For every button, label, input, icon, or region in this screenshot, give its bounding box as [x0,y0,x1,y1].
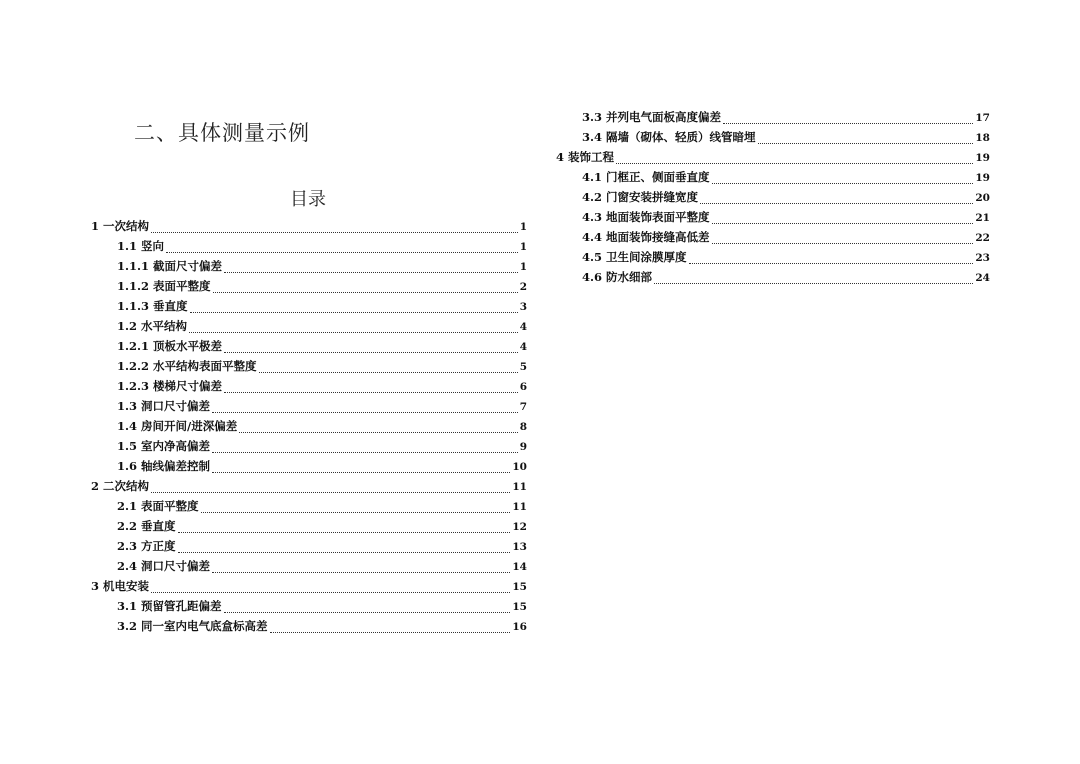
toc-leader-dots [224,391,518,393]
toc-entry[interactable] [91,258,527,278]
toc-entry-label: 3.1 预留管孔距偏差 [117,599,222,613]
toc-leader-dots [239,431,517,433]
toc-entry[interactable] [556,129,990,149]
toc-entry-page: 20 [975,192,990,204]
toc-entry-page: 7 [519,401,527,413]
toc-entry[interactable] [91,398,527,418]
toc-leader-dots [712,222,974,224]
toc-leader-dots [723,122,973,124]
toc-leader-dots [212,451,518,453]
toc-entry[interactable] [91,358,527,378]
toc-entry[interactable] [91,498,527,518]
toc-entry[interactable] [556,269,990,289]
toc-entry-label: 1.5 室内净高偏差 [117,439,211,453]
toc-leader-dots [654,282,973,284]
toc-leader-dots [224,611,511,613]
toc-entry-label: 1.1.1 截面尺寸偏差 [117,259,223,273]
toc-entry-label: 2 二次结构 [91,479,150,493]
toc-leader-dots [190,311,518,313]
toc-entry-label: 2.1 表面平整度 [117,499,199,513]
toc-entry-page: 22 [975,232,990,244]
toc-entry[interactable] [556,209,990,229]
toc-entry-page: 9 [519,441,527,453]
toc-entry[interactable] [91,538,527,558]
toc-entry-label: 1.1.3 垂直度 [117,299,188,313]
toc-entry-label: 1.2.1 顶板水平极差 [117,339,223,353]
toc-entry-page: 13 [512,541,527,553]
toc-leader-dots [259,371,518,373]
toc-leader-dots [178,551,511,553]
toc-leader-dots [712,182,974,184]
toc-entry-label: 1.2.3 楼梯尺寸偏差 [117,379,223,393]
toc-entry-label: 1.6 轴线偏差控制 [117,459,211,473]
toc-entry-label: 4.2 门窗安装拼缝宽度 [582,190,699,204]
toc-entry-page: 4 [519,321,527,333]
toc-right-column [556,109,990,289]
toc-entry-label: 4.4 地面装饰接缝高低差 [582,230,710,244]
toc-entry-page: 6 [519,381,527,393]
toc-entry-page: 1 [519,241,527,253]
toc-entry[interactable] [91,418,527,438]
toc-entry-label: 4.6 防水细部 [582,270,653,284]
toc-entry-page: 15 [512,601,527,613]
toc-entry[interactable] [91,618,527,638]
toc-entry[interactable] [91,278,527,298]
toc-entry-label: 4 装饰工程 [556,150,615,164]
toc-leader-dots [758,142,974,144]
toc-leader-dots [212,571,510,573]
toc-entry[interactable] [91,458,527,478]
toc-entry[interactable] [556,189,990,209]
toc-entry-label: 4.5 卫生间涂膜厚度 [582,250,687,264]
toc-entry-page: 21 [975,212,990,224]
toc-entry[interactable] [91,578,527,598]
toc-entry[interactable] [91,338,527,358]
toc-entry-label: 4.3 地面装饰表面平整度 [582,210,710,224]
toc-entry[interactable] [91,318,527,338]
toc-entry-label: 3.3 并列电气面板高度偏差 [582,110,722,124]
toc-entry-label: 1.2 水平结构 [117,319,188,333]
toc-leader-dots [201,511,511,513]
toc-entry-page: 15 [512,581,527,593]
toc-entry-page: 8 [519,421,527,433]
toc-entry-page: 5 [519,361,527,373]
toc-leader-dots [212,411,518,413]
toc-entry[interactable] [556,149,990,169]
toc-entry-label: 3 机电安装 [91,579,150,593]
toc-entry-label: 1 一次结构 [91,219,150,233]
toc-entry-label: 1.3 洞口尺寸偏差 [117,399,211,413]
toc-entry[interactable] [91,518,527,538]
toc-entry[interactable] [91,218,527,238]
toc-entry[interactable] [91,298,527,318]
toc-entry-page: 19 [975,152,990,164]
toc-entry-page: 19 [975,172,990,184]
toc-entry-page: 17 [975,112,990,124]
toc-leader-dots [212,471,510,473]
toc-entry-label: 4.1 门框正、侧面垂直度 [582,170,710,184]
toc-left-column [91,218,527,638]
toc-leader-dots [689,262,974,264]
toc-entry-label: 3.2 同一室内电气底盒标高差 [117,619,268,633]
toc-entry-page: 24 [975,272,990,284]
toc-leader-dots [151,231,518,233]
toc-entry[interactable] [556,249,990,269]
toc-entry-page: 11 [512,501,527,513]
toc-leader-dots [151,591,510,593]
toc-entry-page: 1 [519,221,527,233]
toc-entry-page: 3 [519,301,527,313]
toc-entry[interactable] [91,478,527,498]
toc-leader-dots [178,531,511,533]
toc-entry-label: 1.2.2 水平结构表面平整度 [117,359,257,373]
toc-entry-label: 3.4 隔墙（砌体、轻质）线管暗埋 [582,130,756,144]
toc-entry-label: 2.3 方正度 [117,539,176,553]
toc-entry-page: 16 [512,621,527,633]
toc-leader-dots [700,202,973,204]
toc-leader-dots [616,162,973,164]
toc-entry-page: 10 [512,461,527,473]
toc-leader-dots [224,351,518,353]
toc-entry[interactable] [91,378,527,398]
toc-entry-page: 1 [519,261,527,273]
toc-entry-page: 12 [512,521,527,533]
toc-entry-page: 23 [975,252,990,264]
toc-leader-dots [151,491,510,493]
toc-leader-dots [166,251,518,253]
toc-entry-page: 18 [975,132,990,144]
toc-entry-label: 1.1 竖向 [117,239,165,253]
toc-entry[interactable] [556,109,990,129]
toc-entry-label: 1.4 房间开间/进深偏差 [117,419,238,433]
toc-entry-page: 2 [519,281,527,293]
toc-entry[interactable] [556,169,990,189]
toc-entry[interactable] [91,438,527,458]
toc-entry[interactable] [556,229,990,249]
toc-leader-dots [213,291,518,293]
toc-entry[interactable] [91,598,527,618]
section-heading: 二、具体测量示例 [134,121,310,145]
toc-leader-dots [189,331,518,333]
toc-entry-page: 4 [519,341,527,353]
toc-entry-label: 2.2 垂直度 [117,519,176,533]
toc-entry-label: 1.1.2 表面平整度 [117,279,211,293]
toc-leader-dots [712,242,974,244]
toc-leader-dots [224,271,518,273]
toc-entry-label: 2.4 洞口尺寸偏差 [117,559,211,573]
toc-entry-page: 14 [512,561,527,573]
toc-entry[interactable] [91,558,527,578]
toc-leader-dots [270,631,511,633]
toc-entry-page: 11 [512,481,527,493]
toc-entry[interactable] [91,238,527,258]
toc-title: 目录 [290,189,326,210]
